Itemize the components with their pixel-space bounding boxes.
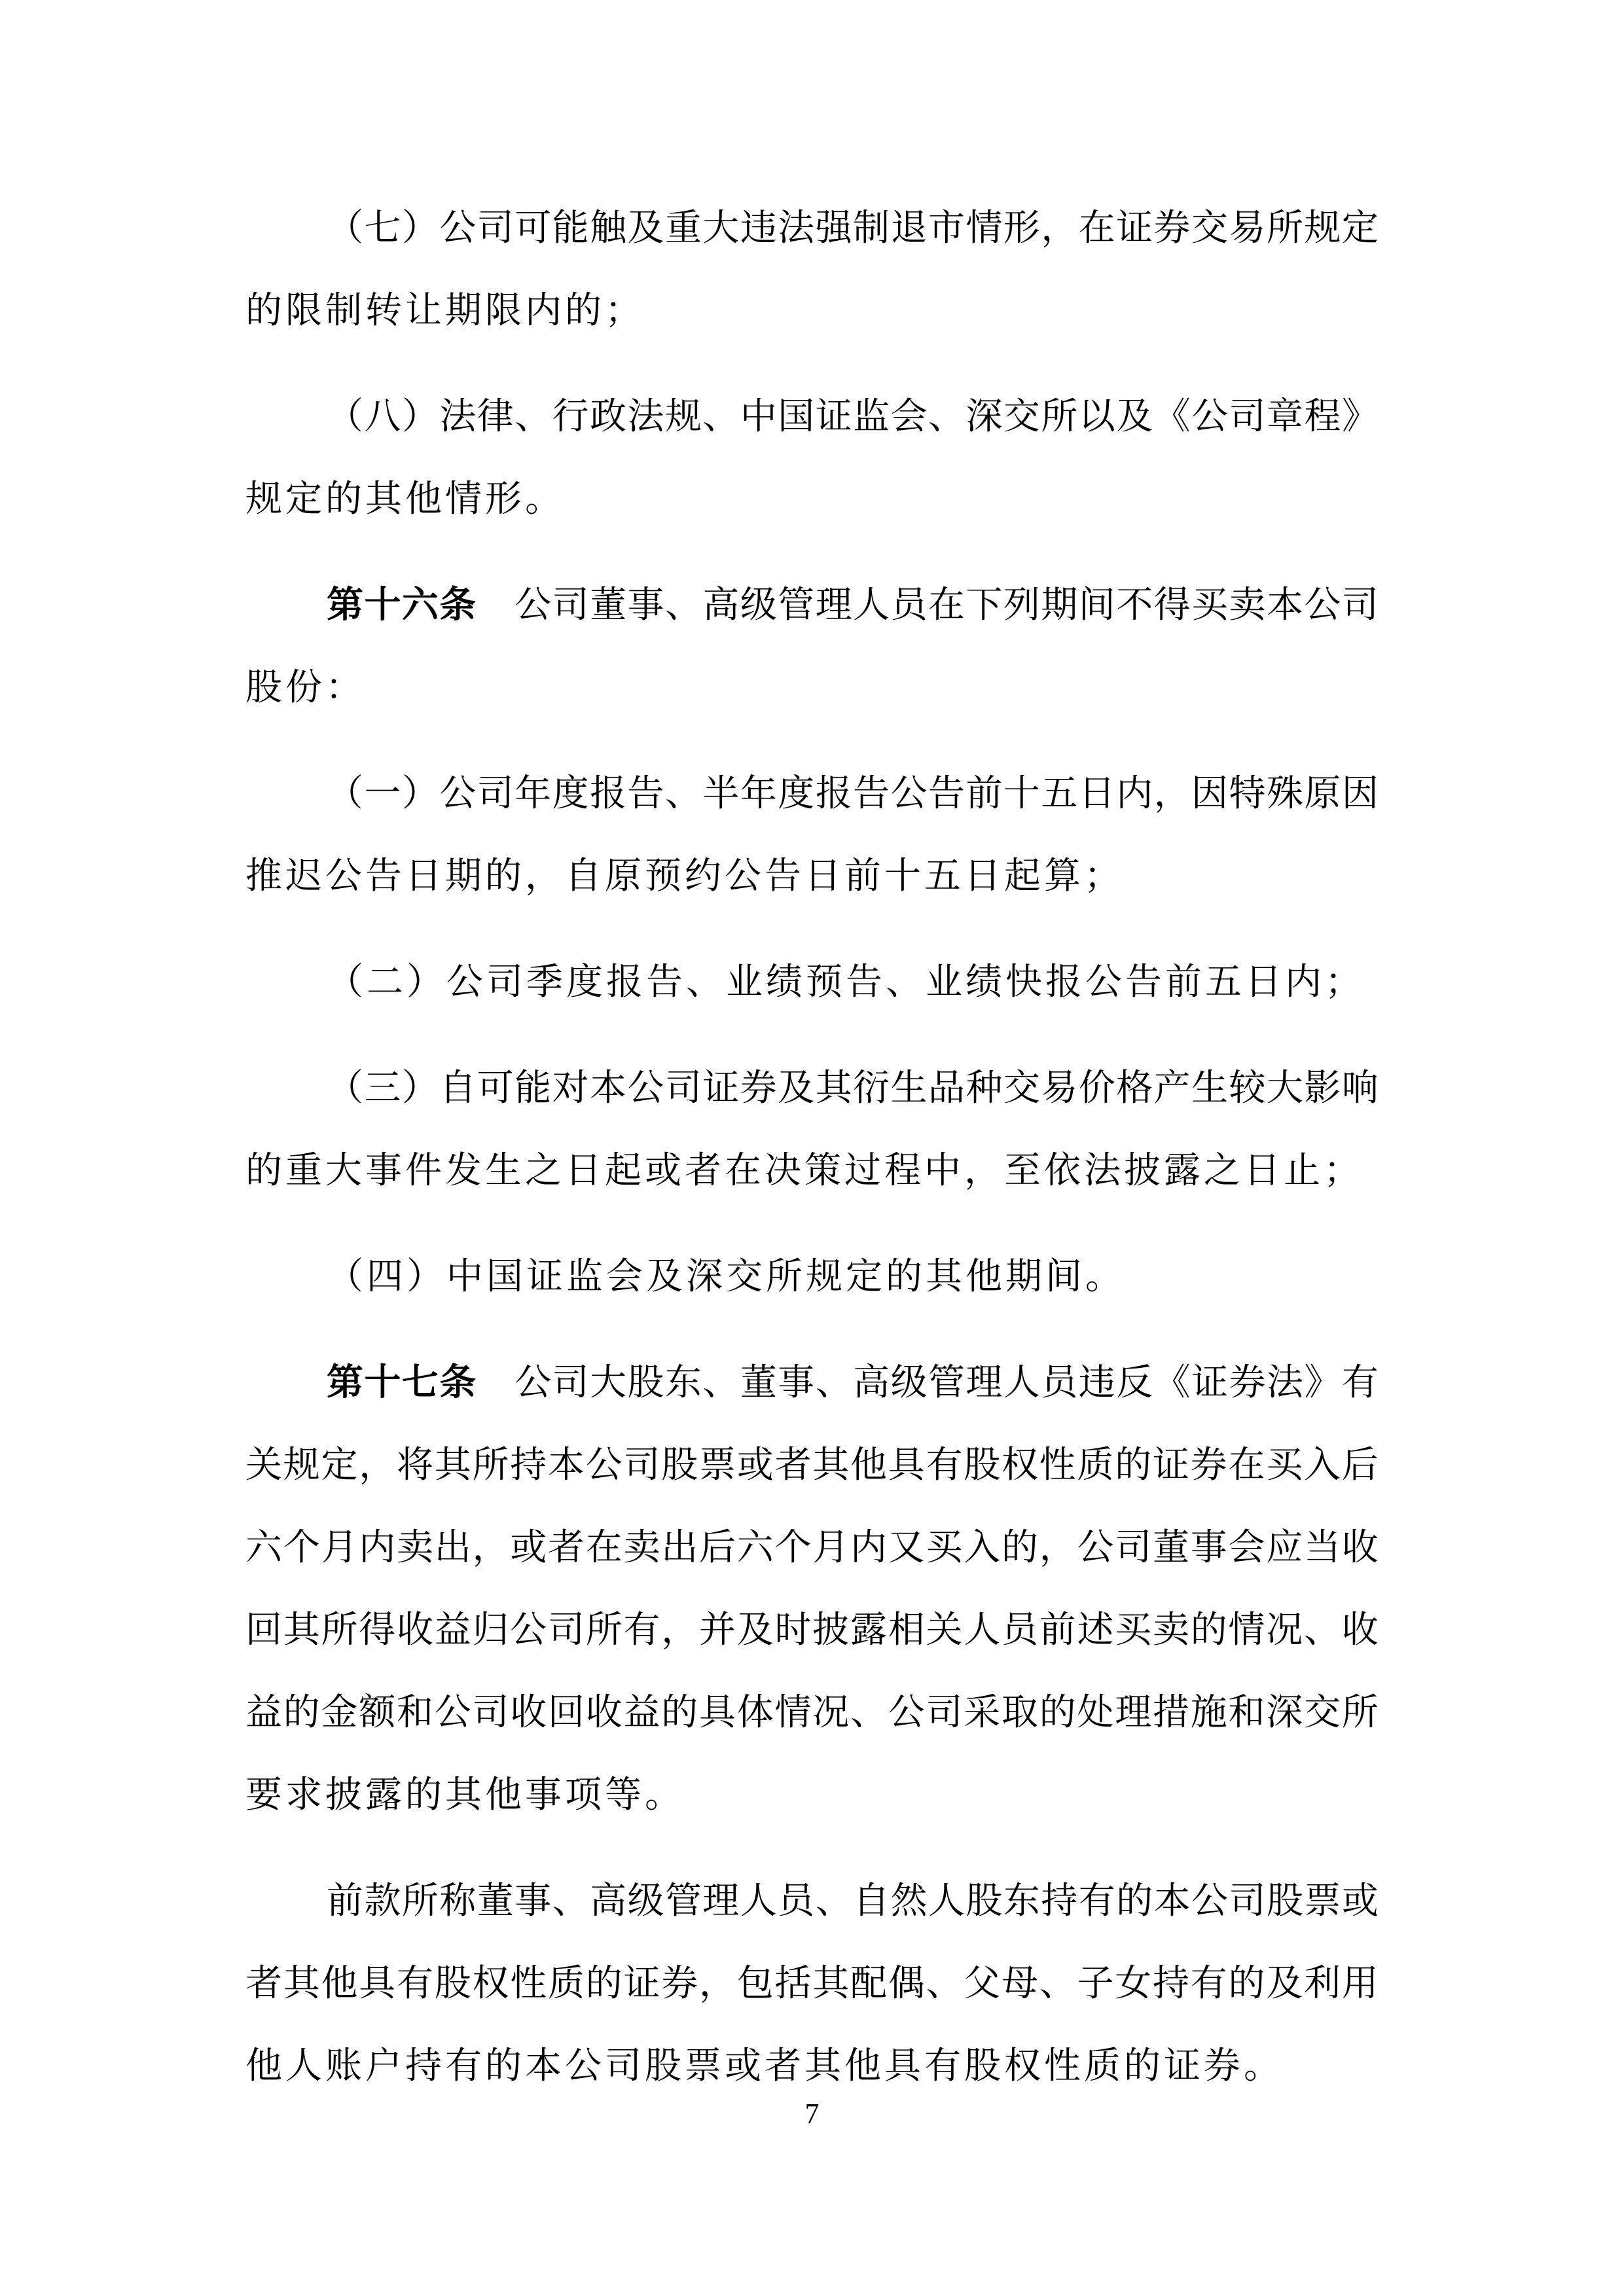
page-number: 7: [804, 2098, 820, 2130]
text-line: 关 规 定 ， 将 其 所 持 本 公 司 股 票 或 者 其 他 具 有 股 权 性 质 的 证 券 在 买 入 后: [245, 1445, 1379, 1486]
text-line: 第 十 六 条 公 司 董 事 、 高 级 管 理 人 员 在 下 列 期 间 不 得 买 卖 本 公 司: [327, 585, 1379, 626]
text-line: 股份：: [245, 668, 365, 708]
text-line: 益 的 金 额 和 公 司 收 回 收 益 的 具 体 情 况 、 公 司 采 取 的 处 理 措 施 和 深 交 所: [245, 1693, 1379, 1733]
paragraph: [245, 1047, 1379, 1212]
paragraph: [245, 564, 1379, 729]
text-line: 者 其 他 具 有 股 权 性 质 的 证 券 ， 包 括 其 配 偶 、 父 母 、 子 女 持 有 的 及 利 用: [245, 1964, 1379, 2004]
text-line: 他人账户持有的本公司股票或者其他具有股权性质的证券。: [245, 2046, 1284, 2087]
paragraph: [245, 187, 1379, 352]
text-line: （ 三 ） 自 可 能 对 本 公 司 证 券 及 其 衍 生 品 种 交 易 价 格 产 生 较 大 影 响: [327, 1068, 1379, 1109]
paragraph: [245, 1236, 1379, 1318]
text-line: 六 个 月 内 卖 出 ， 或 者 在 卖 出 后 六 个 月 内 又 买 入 的 ， 公 司 董 事 会 应 当 收: [245, 1528, 1379, 1568]
text-line: 第 十 七 条 公 司 大 股 东 、 董 事 、 高 级 管 理 人 员 违 反 《 证 券 法 》 有: [327, 1363, 1379, 1403]
paragraph: [245, 376, 1379, 541]
text-line: （ 八 ） 法 律 、 行 政 法 规 、 中 国 证 监 会 、 深 交 所 以 及 《 公 司 章 程 》: [327, 397, 1379, 437]
text-line: 规定的其他情形。: [245, 479, 565, 520]
paragraph: [245, 1342, 1379, 1837]
text-line: 推迟公告日期的，自原预约公告日前十五日起算；: [245, 856, 1124, 897]
paragraph: [245, 1860, 1379, 2108]
text-line: （四）中国证监会及深交所规定的其他期间。: [327, 1257, 1125, 1297]
text-line: 要求披露的其他事项等。: [245, 1775, 685, 1816]
text-line: （ 七 ） 公 司 可 能 触 及 重 大 违 法 强 制 退 市 情 形 ， 在 证 券 交 易 所 规 定: [327, 208, 1379, 249]
paragraph: [245, 753, 1379, 918]
text-line: 前 款 所 称 董 事 、 高 级 管 理 人 员 、 自 然 人 股 东 持 有 的 本 公 司 股 票 或: [327, 1881, 1379, 1922]
text-line: 的限制转让期限内的；: [245, 291, 645, 331]
document-body: [245, 187, 1379, 2108]
text-line: （ 一 ） 公 司 年 度 报 告 、 半 年 度 报 告 公 告 前 十 五 日 内 ， 因 特 殊 原 因: [327, 774, 1379, 814]
paragraph: [245, 941, 1379, 1024]
text-line: 回 其 所 得 收 益 归 公 司 所 有 ， 并 及 时 披 露 相 关 人 员 前 述 买 卖 的 情 况 、 收: [245, 1610, 1379, 1651]
text-line: （二）公司季度报告、业绩预告、业绩快报公告前五日内；: [327, 962, 1365, 1003]
text-line: 的重大事件发生之日起或者在决策过程中，至依法披露之日止；: [245, 1151, 1363, 1191]
